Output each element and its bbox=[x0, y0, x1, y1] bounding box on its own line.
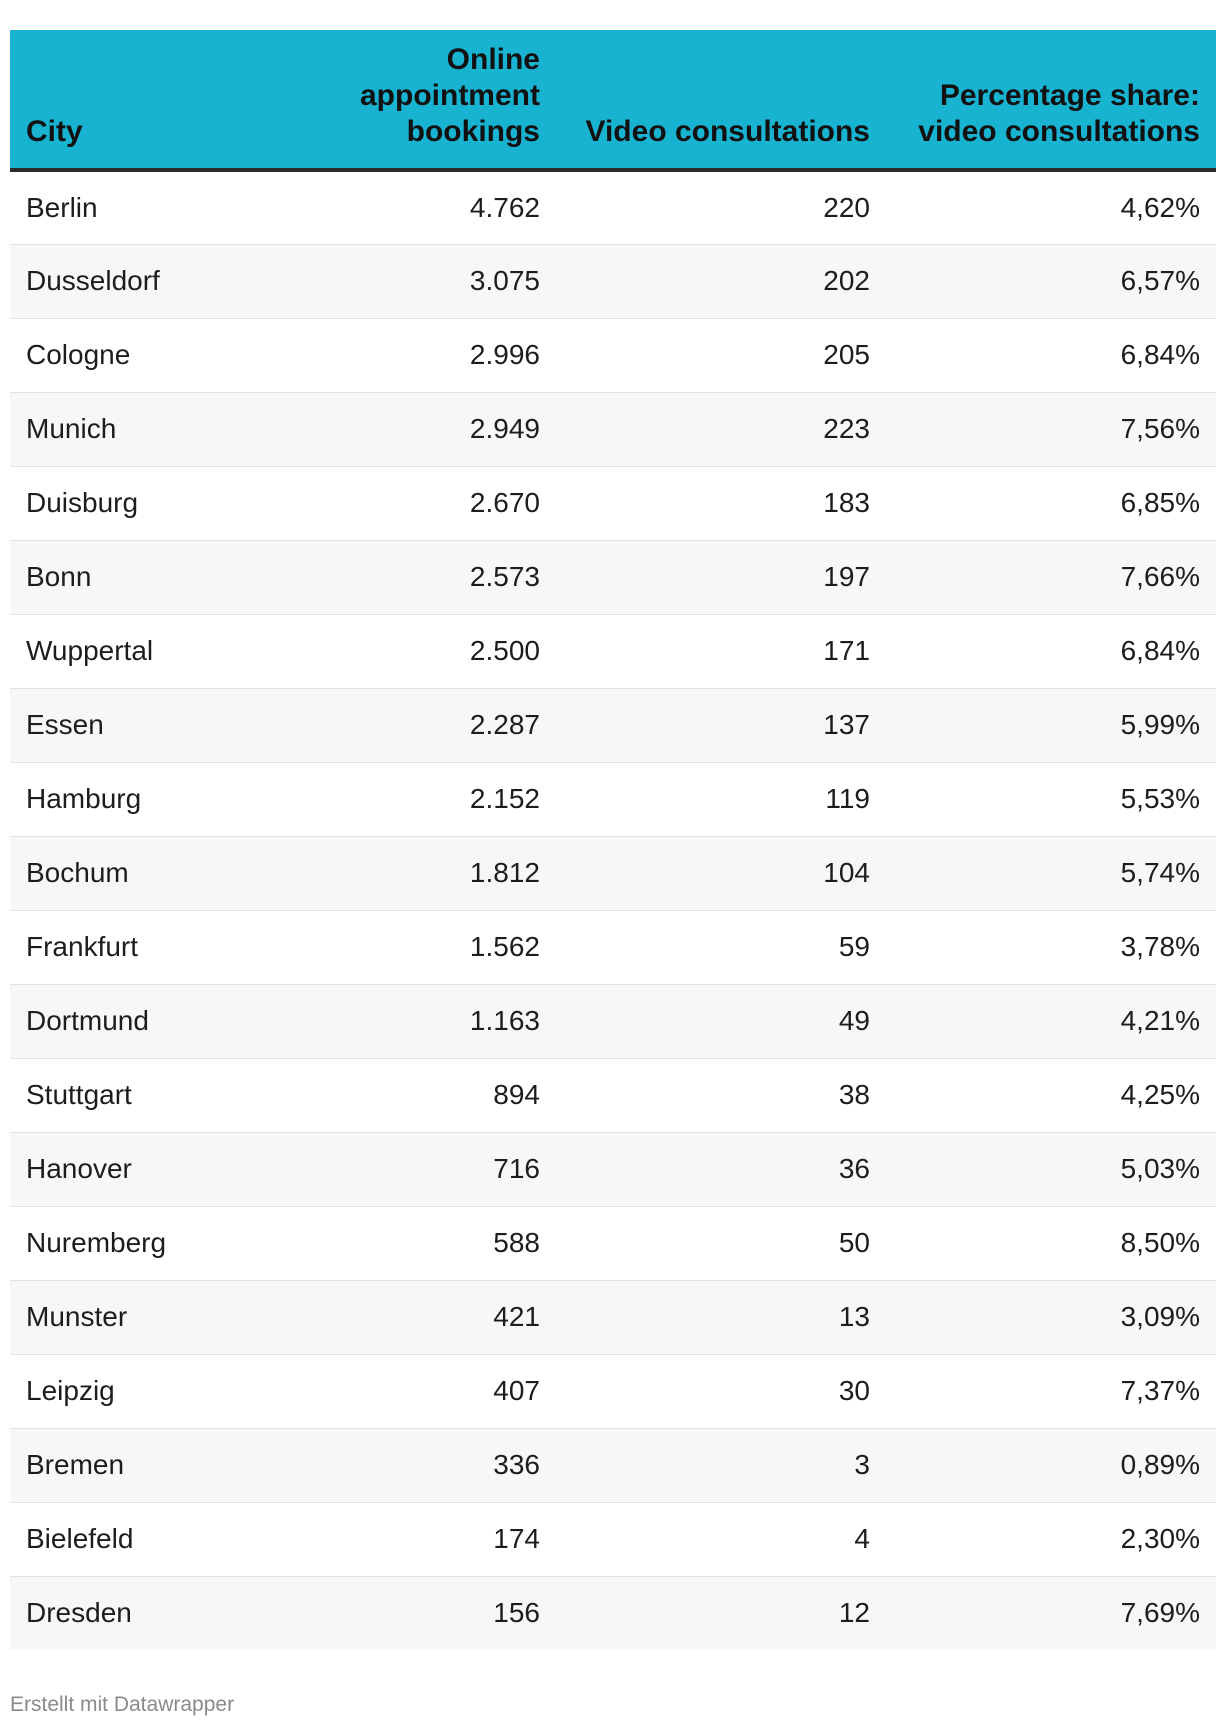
cell-online-bookings: 2.287 bbox=[316, 688, 556, 762]
header-online-bookings[interactable]: Online appointment bookings bbox=[316, 30, 556, 170]
table-row bbox=[10, 244, 1216, 318]
table-row bbox=[10, 984, 1216, 1058]
cell-percentage-share: 2,30% bbox=[886, 1502, 1216, 1576]
cell-percentage-share: 5,99% bbox=[886, 688, 1216, 762]
cell-city: Wuppertal bbox=[10, 614, 316, 688]
footer-credit: Erstellt mit Datawrapper bbox=[10, 1693, 235, 1716]
cell-video-consultations: 30 bbox=[556, 1354, 886, 1428]
cell-online-bookings: 588 bbox=[316, 1206, 556, 1280]
header-percentage-share[interactable]: Percentage share: video consultations bbox=[886, 30, 1216, 170]
cell-city: Hamburg bbox=[10, 762, 316, 836]
cell-online-bookings: 2.949 bbox=[316, 392, 556, 466]
cell-video-consultations: 12 bbox=[838, 1597, 870, 1629]
cell-city: Bochum bbox=[10, 836, 316, 910]
cell-video-consultations: 36 bbox=[556, 1132, 886, 1206]
cell-city: Bremen bbox=[10, 1428, 316, 1502]
table-row bbox=[10, 1280, 1216, 1354]
cell-online-bookings: 156 bbox=[493, 1597, 540, 1629]
table-row bbox=[10, 1354, 1216, 1428]
cell-city: Leipzig bbox=[10, 1354, 316, 1428]
cell-online-bookings: 2.152 bbox=[316, 762, 556, 836]
cell-city: Duisburg bbox=[10, 466, 316, 540]
cell-percentage-share: 6,84% bbox=[886, 614, 1216, 688]
table-row bbox=[10, 836, 1216, 910]
cell-city: Dusseldorf bbox=[10, 244, 316, 318]
cell-percentage-share: 4,62% bbox=[886, 170, 1216, 244]
cell-online-bookings: 2.573 bbox=[316, 540, 556, 614]
table-row bbox=[10, 466, 1216, 540]
table-row bbox=[10, 910, 1216, 984]
table-row bbox=[10, 1132, 1216, 1206]
cell-city: Munster bbox=[10, 1280, 316, 1354]
cell-city: Hanover bbox=[10, 1132, 316, 1206]
cell-percentage-share: 5,03% bbox=[886, 1132, 1216, 1206]
cell-video-consultations: 220 bbox=[556, 170, 886, 244]
cell-video-consultations: 4 bbox=[556, 1502, 886, 1576]
cell-city: Berlin bbox=[10, 170, 316, 244]
cell-percentage-share: 4,21% bbox=[886, 984, 1216, 1058]
table-row bbox=[10, 688, 1216, 762]
cell-percentage-share: 3,09% bbox=[886, 1280, 1216, 1354]
table-row bbox=[10, 762, 1216, 836]
cell-city: Bielefeld bbox=[10, 1502, 316, 1576]
table-row bbox=[10, 1502, 1216, 1576]
cell-video-consultations: 59 bbox=[556, 910, 886, 984]
cell-city: Dresden bbox=[26, 1597, 132, 1629]
cell-percentage-share: 5,74% bbox=[886, 836, 1216, 910]
cell-video-consultations: 202 bbox=[556, 244, 886, 318]
table-row bbox=[10, 170, 1216, 244]
cell-online-bookings: 1.163 bbox=[316, 984, 556, 1058]
cell-online-bookings: 1.812 bbox=[316, 836, 556, 910]
cell-percentage-share: 7,69% bbox=[1120, 1597, 1200, 1629]
cell-video-consultations: 50 bbox=[556, 1206, 886, 1280]
cell-percentage-share: 7,56% bbox=[886, 392, 1216, 466]
cell-percentage-share: 0,89% bbox=[886, 1428, 1216, 1502]
cell-percentage-share: 5,53% bbox=[886, 762, 1216, 836]
cell-city: Stuttgart bbox=[10, 1058, 316, 1132]
table-row bbox=[10, 614, 1216, 688]
header-video-consultations[interactable]: Video consultations bbox=[556, 30, 886, 170]
table-body bbox=[10, 170, 1216, 1650]
cell-online-bookings: 2.670 bbox=[316, 466, 556, 540]
cell-percentage-share: 8,50% bbox=[886, 1206, 1216, 1280]
cell-online-bookings: 4.762 bbox=[316, 170, 556, 244]
table-row bbox=[10, 1206, 1216, 1280]
cell-online-bookings: 407 bbox=[316, 1354, 556, 1428]
data-table bbox=[10, 30, 1216, 1650]
cell-city: Nuremberg bbox=[10, 1206, 316, 1280]
cell-city: Dortmund bbox=[10, 984, 316, 1058]
cell-online-bookings: 174 bbox=[316, 1502, 556, 1576]
table-row bbox=[10, 1058, 1216, 1132]
cell-city: Bonn bbox=[10, 540, 316, 614]
cell-video-consultations: 104 bbox=[556, 836, 886, 910]
cell-video-consultations: 38 bbox=[556, 1058, 886, 1132]
cell-city: Munich bbox=[10, 392, 316, 466]
cell-video-consultations: 49 bbox=[556, 984, 886, 1058]
table-row bbox=[10, 540, 1216, 614]
cell-video-consultations: 13 bbox=[556, 1280, 886, 1354]
table-row bbox=[10, 1576, 1216, 1650]
table-row bbox=[10, 392, 1216, 466]
table-row bbox=[10, 1428, 1216, 1502]
cell-video-consultations: 119 bbox=[556, 762, 886, 836]
cell-online-bookings: 1.562 bbox=[316, 910, 556, 984]
cell-online-bookings: 2.996 bbox=[316, 318, 556, 392]
cell-city: Frankfurt bbox=[10, 910, 316, 984]
cell-percentage-share: 4,25% bbox=[886, 1058, 1216, 1132]
cell-online-bookings: 716 bbox=[316, 1132, 556, 1206]
cell-video-consultations: 137 bbox=[556, 688, 886, 762]
table-header bbox=[10, 30, 1216, 170]
cell-percentage-share: 6,84% bbox=[886, 318, 1216, 392]
cell-online-bookings: 421 bbox=[316, 1280, 556, 1354]
cell-video-consultations: 171 bbox=[556, 614, 886, 688]
cell-city: Cologne bbox=[10, 318, 316, 392]
table-row bbox=[10, 318, 1216, 392]
cell-video-consultations: 183 bbox=[556, 466, 886, 540]
cell-video-consultations: 3 bbox=[556, 1428, 886, 1502]
cell-video-consultations: 197 bbox=[556, 540, 886, 614]
cell-percentage-share: 7,66% bbox=[886, 540, 1216, 614]
cell-online-bookings: 2.500 bbox=[316, 614, 556, 688]
cell-online-bookings: 336 bbox=[316, 1428, 556, 1502]
header-city[interactable]: City bbox=[10, 30, 316, 170]
cell-percentage-share: 3,78% bbox=[886, 910, 1216, 984]
cell-video-consultations: 223 bbox=[556, 392, 886, 466]
cell-percentage-share: 6,57% bbox=[886, 244, 1216, 318]
data-table-container bbox=[10, 30, 1216, 1650]
cell-online-bookings: 894 bbox=[316, 1058, 556, 1132]
cell-percentage-share: 6,85% bbox=[886, 466, 1216, 540]
header-row bbox=[10, 30, 1216, 170]
cell-percentage-share: 7,37% bbox=[886, 1354, 1216, 1428]
cell-online-bookings: 3.075 bbox=[316, 244, 556, 318]
cell-city: Essen bbox=[10, 688, 316, 762]
cell-video-consultations: 205 bbox=[556, 318, 886, 392]
